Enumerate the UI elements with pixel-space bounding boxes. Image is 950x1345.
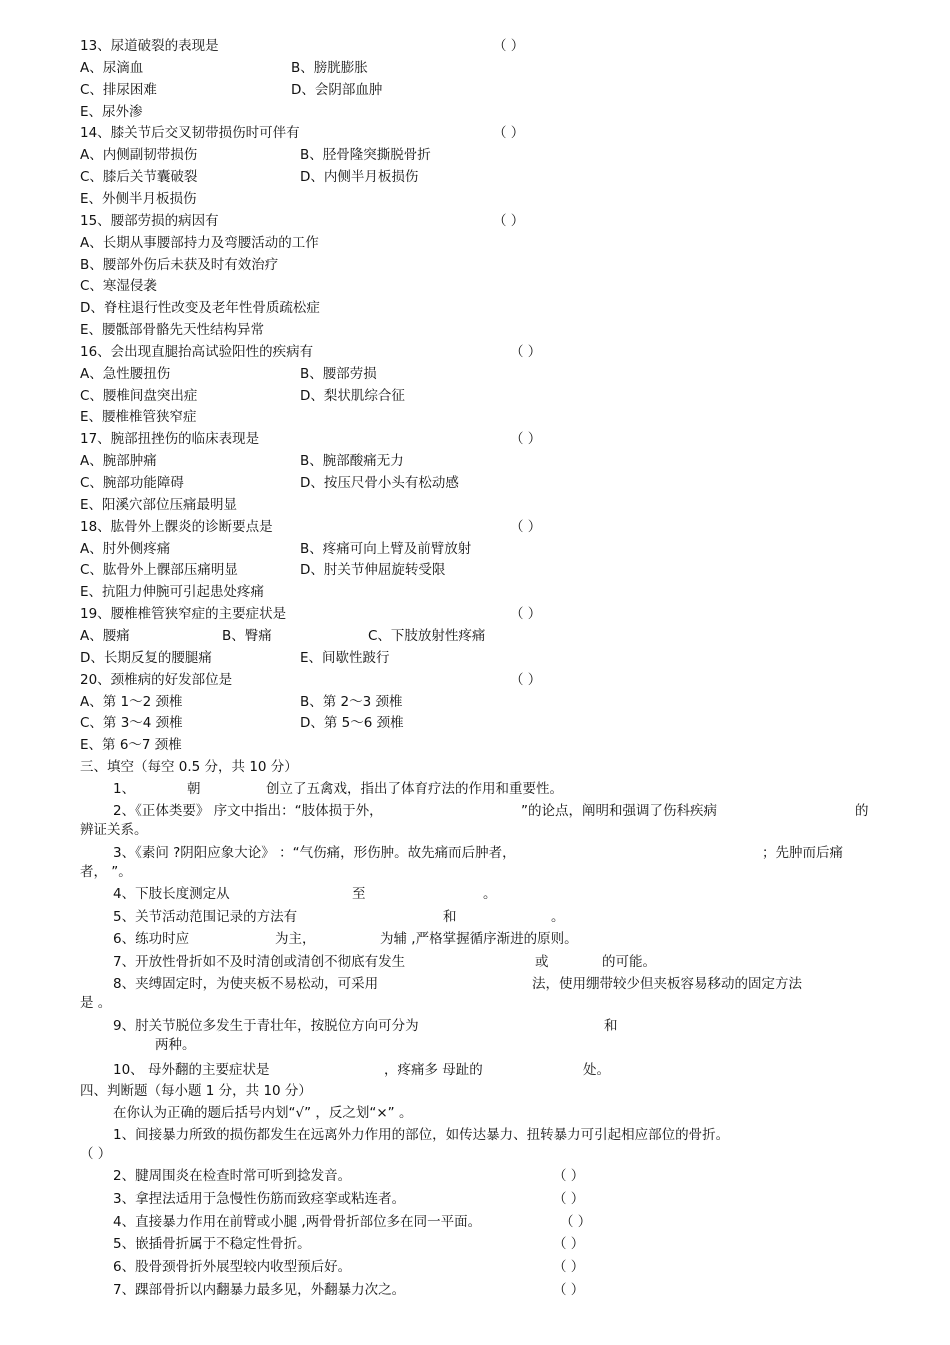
question-stem: 20、颈椎病的好发部位是 bbox=[80, 671, 233, 688]
option: B、胫骨隆突撕脱骨折 bbox=[300, 147, 431, 164]
fill-blank-segment: 。 bbox=[483, 886, 497, 903]
fill-blank-segment: 法，使用绷带较少但夹板容易移动的固定方法 bbox=[532, 976, 802, 993]
question-stem: 13、尿道破裂的表现是 bbox=[80, 38, 219, 54]
fill-blank-segment: 和 bbox=[604, 1017, 618, 1034]
option: C、排尿困难 bbox=[80, 81, 157, 98]
option: B、腰部外伤后未获及时有效治疗 bbox=[80, 256, 279, 273]
option: E、间歇性跛行 bbox=[300, 649, 390, 666]
option: D、脊柱退行性改变及老年性骨质疏松症 bbox=[80, 300, 320, 317]
answer-bracket: （ ） bbox=[553, 1190, 585, 1207]
answer-bracket: （ ） bbox=[553, 1281, 585, 1298]
option: C、腕部功能障碍 bbox=[80, 475, 184, 491]
option: D、第 5～6 颈椎 bbox=[300, 715, 404, 732]
option: E、腰椎椎管狭窄症 bbox=[80, 409, 197, 426]
fill-blank-segment: 和 bbox=[443, 908, 457, 925]
option: B、腰部劳损 bbox=[300, 365, 377, 382]
fill-blank-segment: 1、 bbox=[113, 780, 136, 797]
option: E、尿外渗 bbox=[80, 103, 143, 120]
option: E、外侧半月板损伤 bbox=[80, 190, 197, 207]
option: B、疼痛可向上臂及前臂放射 bbox=[300, 540, 472, 557]
option: D、会阴部血肿 bbox=[291, 81, 383, 98]
question-stem: 17、腕部扭挫伤的临床表现是 bbox=[80, 431, 260, 448]
fill-blank-segment: 。 bbox=[551, 908, 565, 925]
option: C、第 3～4 颈椎 bbox=[80, 715, 183, 732]
judge-item: 2、腱周围炎在检查时常可听到捻发音。 bbox=[113, 1168, 352, 1185]
answer-bracket: （ ） bbox=[510, 518, 542, 535]
option: E、抗阻力伸腕可引起患处疼痛 bbox=[80, 584, 265, 601]
option: D、肘关节伸屈旋转受限 bbox=[300, 562, 446, 579]
option: E、阳溪穴部位压痛最明显 bbox=[80, 496, 238, 513]
question-stem: 19、腰椎椎管狭窄症的主要症状是 bbox=[80, 606, 287, 623]
section-header: 三、填空（每空 0.5 分，共 10 分） bbox=[80, 759, 298, 776]
fill-continuation: 两种。 bbox=[155, 1036, 196, 1053]
answer-bracket: （ ） bbox=[493, 125, 525, 142]
fill-blank-segment: 5、关节活动范围记录的方法有 bbox=[113, 908, 298, 925]
fill-blank-segment: 处。 bbox=[583, 1061, 610, 1078]
fill-blank-segment: 7、开放性骨折如不及时清创或清创不彻底有发生 bbox=[113, 953, 406, 970]
answer-bracket: （ ） bbox=[510, 343, 542, 360]
fill-blank-segment: 的可能。 bbox=[602, 953, 656, 970]
instruction: 在你认为正确的题后括号内划“√” ，反之划“×” 。 bbox=[113, 1104, 413, 1121]
judge-item: 3、拿捏法适用于急慢性伤筋而致痉挛或粘连者。 bbox=[113, 1190, 406, 1207]
option: B、腕部酸痛无力 bbox=[300, 453, 404, 470]
answer-bracket: （ ） bbox=[553, 1236, 585, 1253]
judge-item: 5、嵌插骨折属于不稳定性骨折。 bbox=[113, 1236, 311, 1253]
option: D、长期反复的腰腿痛 bbox=[80, 649, 212, 666]
fill-blank-segment: ；先肿而后痛 bbox=[762, 844, 843, 861]
option: B、第 2～3 颈椎 bbox=[300, 693, 403, 710]
fill-blank-segment: 8、夹缚固定时，为使夹板不易松动，可采用 bbox=[113, 976, 379, 993]
judge-item: 7、踝部骨折以内翻暴力最多见，外翻暴力次之。 bbox=[113, 1281, 406, 1298]
answer-bracket: （ ） bbox=[510, 431, 542, 448]
answer-bracket: （ ） bbox=[493, 212, 525, 229]
fill-continuation: 者， ”。 bbox=[80, 863, 132, 880]
option: A、腕部肿痛 bbox=[80, 453, 157, 470]
fill-blank-segment: 至 bbox=[352, 886, 366, 903]
answer-bracket: （ ） bbox=[510, 671, 542, 688]
option: C、膝后关节囊破裂 bbox=[80, 169, 198, 186]
option: D、梨状肌综合征 bbox=[300, 387, 405, 404]
question-stem: 14、膝关节后交叉韧带损伤时可伴有 bbox=[80, 125, 300, 142]
fill-blank-segment: 朝 bbox=[187, 780, 201, 797]
option: C、寒湿侵袭 bbox=[80, 278, 157, 295]
option: C、腰椎间盘突出症 bbox=[80, 387, 198, 404]
judge-item: 6、股骨颈骨折外展型较内收型预后好。 bbox=[113, 1258, 352, 1275]
question-stem: 18、肱骨外上髁炎的诊断要点是 bbox=[80, 518, 273, 535]
question-stem: 15、腰部劳损的病因有 bbox=[80, 212, 219, 229]
option: A、急性腰扭伤 bbox=[80, 365, 171, 382]
option: B、臀痛 bbox=[222, 627, 272, 644]
fill-blank-segment: 的 bbox=[855, 803, 869, 820]
judge-item: 1、间接暴力所致的损伤都发生在远离外力作用的部位，如传达暴力、扭转暴力可引起相应部位的骨折。 bbox=[113, 1126, 730, 1143]
fill-blank-segment: 创立了五禽戏，指出了体育疗法的作用和重要性。 bbox=[266, 780, 563, 797]
answer-bracket: （ ） bbox=[493, 38, 525, 54]
answer-bracket: （ ） bbox=[553, 1258, 585, 1275]
option: A、肘外侧疼痛 bbox=[80, 540, 171, 557]
fill-blank-segment: 为辅 ,严格掌握循序渐进的原则。 bbox=[380, 931, 578, 948]
option: C、下肢放射性疼痛 bbox=[368, 627, 486, 644]
fill-blank-segment: 2、《正体类要》 序文中指出：“肢体损于外， bbox=[113, 803, 383, 820]
fill-blank-segment: 4、下肢长度测定从 bbox=[113, 886, 230, 903]
section-header: 四、判断题（每小题 1 分，共 10 分） bbox=[80, 1082, 312, 1099]
option: A、尿滴血 bbox=[80, 59, 144, 76]
fill-blank-segment: 或 bbox=[535, 953, 549, 970]
answer-bracket: （ ） bbox=[560, 1213, 592, 1230]
fill-blank-segment: 3、《素问 ?阴阳应象大论》 ：“气伤痛，形伤肿。故先痛而后肿者， bbox=[113, 844, 516, 861]
fill-continuation: 是 。 bbox=[80, 995, 112, 1012]
answer-bracket: （ ） bbox=[553, 1168, 585, 1185]
fill-blank-segment: 9、肘关节脱位多发生于青壮年，按脱位方向可分为 bbox=[113, 1017, 419, 1034]
option: E、腰骶部骨骼先天性结构异常 bbox=[80, 322, 265, 339]
fill-blank-segment: 10、 母外翻的主要症状是 bbox=[113, 1061, 270, 1078]
fill-blank-segment: 为主， bbox=[275, 931, 316, 948]
option: A、长期从事腰部持力及弯腰活动的工作 bbox=[80, 234, 319, 251]
fill-blank-segment: ，疼痛多 母趾的 bbox=[384, 1061, 483, 1078]
question-stem: 16、会出现直腿抬高试验阳性的疾病有 bbox=[80, 343, 314, 360]
option: D、按压尺骨小头有松动感 bbox=[300, 475, 459, 491]
fill-blank-segment: 6、练功时应 bbox=[113, 931, 190, 948]
judge-item: 4、直接暴力作用在前臂或小腿 ,两骨骨折部位多在同一平面。 bbox=[113, 1213, 482, 1230]
option: C、肱骨外上髁部压痛明显 bbox=[80, 562, 238, 579]
option: A、第 1～2 颈椎 bbox=[80, 693, 183, 710]
answer-bracket: （ ） bbox=[80, 1145, 112, 1162]
option: A、腰痛 bbox=[80, 627, 130, 644]
option: A、内侧副韧带损伤 bbox=[80, 147, 198, 164]
answer-bracket: （ ） bbox=[510, 606, 542, 623]
option: B、膀胱膨胀 bbox=[291, 59, 368, 76]
fill-continuation: 辨证关系。 bbox=[80, 822, 148, 839]
fill-blank-segment: ”的论点，阐明和强调了伤科疾病 bbox=[521, 803, 717, 820]
option: E、第 6～7 颈椎 bbox=[80, 737, 182, 754]
option: D、内侧半月板损伤 bbox=[300, 169, 419, 186]
